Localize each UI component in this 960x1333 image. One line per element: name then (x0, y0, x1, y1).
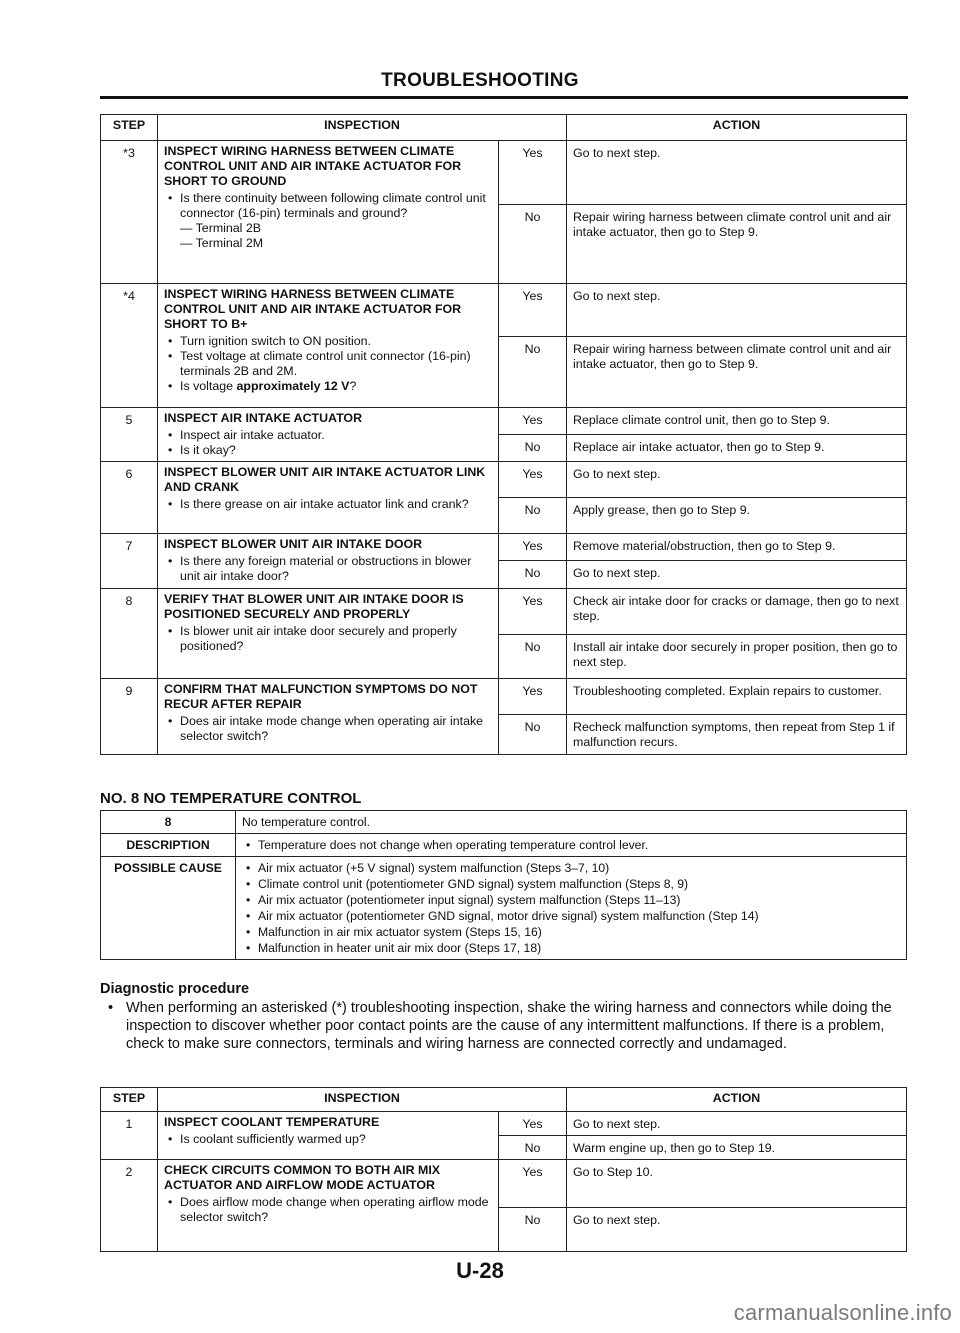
description-value (236, 834, 907, 857)
action-no: Recheck malfunction symptoms, then repeat from Step 1 if malfunction recurs. (567, 715, 907, 755)
inspection-cell (158, 589, 499, 679)
diagnostic-title: Diagnostic procedure (100, 981, 250, 997)
table-row (101, 834, 907, 857)
result-yes: Yes (499, 1112, 567, 1136)
step-number: *3 (101, 141, 158, 284)
cause-item: • Climate control unit (potentiometer GND signal) system malfunction (Steps 8, 9) (242, 876, 900, 892)
action-no: Go to next step. (567, 561, 907, 589)
action-yes: Go to next step. (567, 284, 907, 337)
inspection-item-value: approximately 12 V (236, 379, 350, 393)
description-item: • Temperature does not change when operating temperature control lever. (242, 837, 900, 853)
inspection-title: INSPECT WIRING HARNESS BETWEEN CLIMATE CONTROL UNIT AND AIR INTAKE ACTUATOR FOR SHORT TO B+ (164, 287, 462, 331)
table-header (101, 1088, 907, 1112)
header-inspection: INSPECTION (158, 115, 567, 141)
table-row (101, 141, 907, 205)
result-yes: Yes (499, 589, 567, 635)
step-number: 8 (101, 589, 158, 679)
inspection-table-2 (100, 1087, 907, 1252)
header-action: ACTION (567, 115, 907, 141)
inspection-cell (158, 1160, 499, 1252)
inspection-title: INSPECT COOLANT TEMPERATURE (164, 1115, 380, 1129)
action-no: Repair wiring harness between climate control unit and air intake actuator, then go to Step 9. (567, 205, 907, 284)
inspection-cell (158, 462, 499, 534)
result-yes: Yes (499, 141, 567, 205)
result-no: No (499, 561, 567, 589)
result-no: No (499, 1136, 567, 1160)
inspection-subitem: — Terminal 2M (180, 236, 264, 250)
inspection-item: • Inspect air intake actuator. (164, 428, 492, 443)
step-number: 7 (101, 534, 158, 589)
step-number: 9 (101, 679, 158, 755)
step-number: 2 (101, 1160, 158, 1252)
table-row (101, 1160, 907, 1208)
inspection-title: INSPECT WIRING HARNESS BETWEEN CLIMATE CONTROL UNIT AND AIR INTAKE ACTUATOR FOR SHORT TO GROUND (164, 144, 462, 188)
inspection-cell (158, 679, 499, 755)
description-label: DESCRIPTION (101, 834, 236, 857)
table-row (101, 857, 907, 960)
inspection-table-1 (100, 114, 907, 755)
header-step: STEP (101, 115, 158, 141)
result-no: No (499, 205, 567, 284)
cause-item: • Air mix actuator (potentiometer GND signal, motor drive signal) system malfunction (Step 14) (242, 908, 900, 924)
inspection-item-text: Is voltage (180, 379, 237, 393)
result-no: No (499, 435, 567, 462)
symptom-table (100, 810, 907, 960)
inspection-title: CHECK CIRCUITS COMMON TO BOTH AIR MIX ACTUATOR AND AIRFLOW MODE ACTUATOR (164, 1163, 441, 1192)
result-yes: Yes (499, 534, 567, 561)
result-yes: Yes (499, 679, 567, 715)
action-no: Apply grease, then go to Step 9. (567, 498, 907, 534)
action-no: Go to next step. (567, 1208, 907, 1252)
possible-cause-label: POSSIBLE CAUSE (101, 857, 236, 960)
table-row (101, 284, 907, 337)
inspection-cell (158, 408, 499, 462)
inspection-item: • Is there continuity between following climate control unit connector (16-pin) terminals and ground? (164, 191, 492, 221)
inspection-cell (158, 141, 499, 284)
inspection-item: • Is coolant sufficiently warmed up? (164, 1132, 492, 1147)
table-row (101, 534, 907, 561)
inspection-title: INSPECT BLOWER UNIT AIR INTAKE ACTUATOR LINK AND CRANK (164, 465, 486, 494)
action-yes: Go to Step 10. (567, 1160, 907, 1208)
cause-item: • Air mix actuator (+5 V signal) system malfunction (Steps 3–7, 10) (242, 860, 900, 876)
action-yes: Replace climate control unit, then go to Step 9. (567, 408, 907, 435)
inspection-cell (158, 534, 499, 589)
header-inspection: INSPECTION (158, 1088, 567, 1112)
inspection-cell (158, 284, 499, 408)
action-no: Repair wiring harness between climate control unit and air intake actuator, then go to Step 9. (567, 337, 907, 408)
inspection-item: • Is there grease on air intake actuator link and crank? (164, 497, 492, 512)
inspection-title: INSPECT BLOWER UNIT AIR INTAKE DOOR (164, 537, 423, 551)
action-yes: Check air intake door for cracks or damage, then go to next step. (567, 589, 907, 635)
action-yes: Troubleshooting completed. Explain repairs to customer. (567, 679, 907, 715)
diagnostic-note (100, 999, 908, 1053)
watermark: carmanualsonline.info (733, 1300, 952, 1325)
section-heading: NO. 8 NO TEMPERATURE CONTROL (100, 790, 362, 807)
action-no: Install air intake door securely in proper position, then go to next step. (567, 635, 907, 679)
header-step: STEP (101, 1088, 158, 1112)
inspection-item (164, 379, 492, 394)
inspection-item: • Is it okay? (164, 443, 492, 458)
result-yes: Yes (499, 462, 567, 498)
inspection-item: • Does airflow mode change when operating airflow mode selector switch? (164, 1195, 492, 1225)
action-yes: Go to next step. (567, 1112, 907, 1136)
inspection-item: • Turn ignition switch to ON position. (164, 334, 492, 349)
symptom-number: 8 (101, 811, 236, 834)
step-number: 1 (101, 1112, 158, 1160)
table-row (101, 679, 907, 715)
inspection-item: • Test voltage at climate control unit connector (16-pin) terminals 2B and 2M. (164, 349, 492, 379)
inspection-subitem: — Terminal 2B (180, 221, 262, 235)
cause-item: • Air mix actuator (potentiometer input signal) system malfunction (Steps 11–13) (242, 892, 900, 908)
result-no: No (499, 635, 567, 679)
symptom-name: No temperature control. (236, 811, 907, 834)
possible-cause-list (236, 857, 907, 960)
cause-item: • Malfunction in heater unit air mix door (Steps 17, 18) (242, 940, 900, 956)
result-no: No (499, 715, 567, 755)
action-no: Replace air intake actuator, then go to Step 9. (567, 435, 907, 462)
action-yes: Go to next step. (567, 462, 907, 498)
page-title: TROUBLESHOOTING (381, 70, 579, 91)
result-no: No (499, 498, 567, 534)
table-row (101, 1112, 907, 1136)
page-number: U-28 (456, 1258, 504, 1283)
result-no: No (499, 1208, 567, 1252)
inspection-title: VERIFY THAT BLOWER UNIT AIR INTAKE DOOR IS POSITIONED SECURELY AND PROPERLY (164, 592, 464, 621)
diagnostic-text: When performing an asterisked (*) troubleshooting inspection, shake the wiring harness and connectors while doing the inspection to discover whether poor contact points are the cause of any intermittent malfunctions. If there is a problem, check to make sure connectors, terminals and wiring harness are connected correctly and undamaged. (126, 1000, 892, 1052)
result-yes: Yes (499, 284, 567, 337)
inspection-item: • Is blower unit air intake door securely and properly positioned? (164, 624, 492, 654)
inspection-item: • Is there any foreign material or obstructions in blower unit air intake door? (164, 554, 492, 584)
inspection-title: INSPECT AIR INTAKE ACTUATOR (164, 411, 363, 425)
table-header (101, 115, 907, 141)
result-yes: Yes (499, 1160, 567, 1208)
step-number: *4 (101, 284, 158, 408)
inspection-item: • Does air intake mode change when operating air intake selector switch? (164, 714, 492, 744)
table-row (101, 811, 907, 834)
header-action: ACTION (567, 1088, 907, 1112)
diagnostic-procedure (100, 980, 908, 1053)
result-yes: Yes (499, 408, 567, 435)
cause-item: • Malfunction in air mix actuator system (Steps 15, 16) (242, 924, 900, 940)
inspection-cell (158, 1112, 499, 1160)
bullet-icon: • (108, 1000, 114, 1016)
inspection-title: CONFIRM THAT MALFUNCTION SYMPTOMS DO NOT RECUR AFTER REPAIR (164, 682, 478, 711)
table-row (101, 462, 907, 498)
step-number: 6 (101, 462, 158, 534)
action-no: Warm engine up, then go to Step 19. (567, 1136, 907, 1160)
table-row (101, 589, 907, 635)
step-number: 5 (101, 408, 158, 462)
result-no: No (499, 337, 567, 408)
table-row (101, 408, 907, 435)
action-yes: Go to next step. (567, 141, 907, 205)
action-yes: Remove material/obstruction, then go to Step 9. (567, 534, 907, 561)
title-rule (100, 96, 908, 99)
inspection-item-text: ? (349, 379, 357, 393)
